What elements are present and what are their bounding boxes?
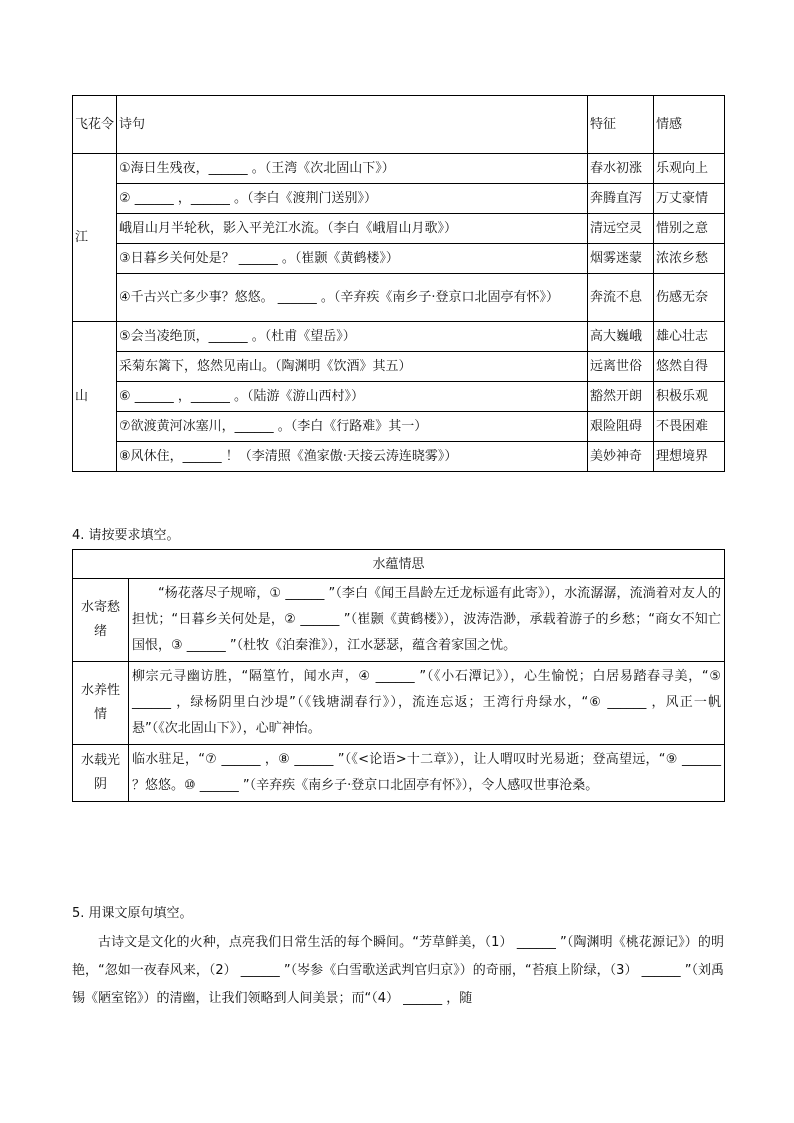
poem-cell: 采菊东篱下，悠然见南山。（陶渊明《饮酒》其五）	[117, 352, 588, 382]
poem-cell: ⑦欲渡黄河冰塞川，______ 。（李白《行路难》其一）	[117, 412, 588, 442]
poem-cell: ③日暮乡关何处是？ ______ 。（崔颢《黄鹤楼》）	[117, 244, 588, 274]
table-row	[73, 244, 725, 274]
row-label: 水养性情	[73, 662, 129, 745]
table-row	[73, 274, 725, 322]
table-row	[73, 154, 725, 184]
row-label: 水寄愁绪	[73, 579, 129, 662]
poem-cell: ⑧风休住，______ ！（李清照《渔家傲·天接云涛连晓雾》）	[117, 442, 588, 472]
table-row	[73, 745, 725, 802]
table-row	[73, 352, 725, 382]
feature-cell: 艰险阻碍	[588, 412, 654, 442]
question-5-paragraph: 古诗文是文化的火种，点亮我们日常生活的每个瞬间。“芳草鲜美，（1） ______ ”（陶渊明《桃花源记》）的明艳，“忽如一夜春风来，（2） ______ ”（岑参《白雪歌送武判官归京》）的奇丽，“苔痕上阶绿，（3） ______ ”（刘禹锡《陋室铭》）的清幽，让我们领略到人间美景；而“（4） ______ ，随	[72, 935, 724, 1006]
poem-cell: ①海日生残夜，______ 。（王湾《次北固山下》）	[117, 154, 588, 184]
category-cell: 山	[73, 322, 117, 472]
feature-cell: 清远空灵	[588, 214, 654, 244]
row-text: 柳宗元寻幽访胜，“隔篁竹，闻水声，④ ______ ”（《小石潭记》），心生愉悦；白居易踏春寻美，“⑤ ______ ，绿杨阴里白沙堤”（《钱塘湖春行》），流连忘返；王湾行舟绿水，“⑥ ______ ，风正一帆悬”（《次北固山下》），心旷神怡。	[129, 662, 725, 745]
emotion-cell: 悠然自得	[654, 352, 725, 382]
poem-cell: ② ______ ，______ 。（李白《渡荆门送别》）	[117, 184, 588, 214]
row-label: 水载光阴	[73, 745, 129, 802]
poem-cell: ⑤会当凌绝顶，______ 。（杜甫《望岳》）	[117, 322, 588, 352]
table-header-row	[73, 96, 725, 154]
poem-cell: ⑥ ______ ，______ 。（陆游《游山西村》）	[117, 382, 588, 412]
table-row	[73, 442, 725, 472]
emotion-cell: 积极乐观	[654, 382, 725, 412]
table-row	[73, 412, 725, 442]
feature-cell: 烟雾迷蒙	[588, 244, 654, 274]
emotion-cell: 雄心壮志	[654, 322, 725, 352]
table-row	[73, 184, 725, 214]
poetry-table	[72, 95, 725, 472]
emotion-cell: 惜别之意	[654, 214, 725, 244]
header-emotion: 情感	[654, 96, 725, 154]
feature-cell: 奔流不息	[588, 274, 654, 322]
question-4-heading: 4. 请按要求填空。	[72, 528, 180, 543]
table-row	[73, 662, 725, 745]
emotion-cell: 万丈豪情	[654, 184, 725, 214]
header-feature: 特征	[588, 96, 654, 154]
water-table	[72, 549, 725, 802]
feature-cell: 美妙神奇	[588, 442, 654, 472]
row-text: 临水驻足，“⑦ ______ ，⑧ ______ ”（《<论语>十二章》），让人喟叹时光易逝；登高望远，“⑨ ______ ？悠悠。⑩ ______ ”（辛弃疾《南乡子·登京口北固亭有怀》），令人感叹世事沧桑。	[129, 745, 725, 802]
header-category: 飞花令	[73, 96, 117, 154]
feature-cell: 春水初涨	[588, 154, 654, 184]
table-row	[73, 214, 725, 244]
emotion-cell: 伤感无奈	[654, 274, 725, 322]
emotion-cell: 不畏困难	[654, 412, 725, 442]
emotion-cell: 理想境界	[654, 442, 725, 472]
feature-cell: 远离世俗	[588, 352, 654, 382]
table-row	[73, 382, 725, 412]
emotion-cell: 乐观向上	[654, 154, 725, 184]
feature-cell: 高大巍峨	[588, 322, 654, 352]
emotion-cell: 浓浓乡愁	[654, 244, 725, 274]
table-row	[73, 579, 725, 662]
poem-cell: ④千古兴亡多少事？悠悠。 ______ 。（辛弃疾《南乡子·登京口北固亭有怀》）	[117, 274, 588, 322]
header-poem: 诗句	[117, 96, 588, 154]
row-text: “杨花落尽子规啼，① ______ ”（李白《闻王昌龄左迁龙标遥有此寄》），水流潺潺，流淌着对友人的担忧；“日暮乡关何处是，② ______ ”（崔颢《黄鹤楼》），波涛浩渺，承载着游子的乡愁；“商女不知亡国恨，③ ______ ”（杜牧《泊秦淮》），江水瑟瑟，蕴含着家国之忧。	[129, 579, 725, 662]
feature-cell: 豁然开朗	[588, 382, 654, 412]
category-cell: 江	[73, 154, 117, 322]
table-row	[73, 322, 725, 352]
feature-cell: 奔腾直泻	[588, 184, 654, 214]
table-title-row	[73, 550, 725, 579]
table-title: 水蕴情思	[73, 550, 725, 579]
question-5-heading: 5. 用课文原句填空。	[72, 906, 193, 921]
poem-cell: 峨眉山月半轮秋，影入平羌江水流。（李白《峨眉山月歌》）	[117, 214, 588, 244]
